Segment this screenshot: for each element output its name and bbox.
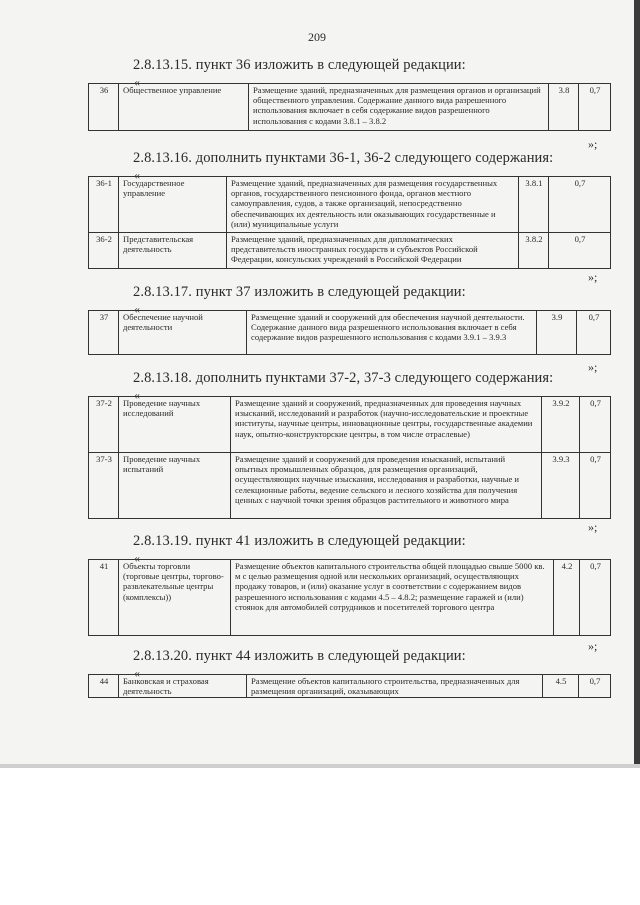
- open-quote: «: [134, 302, 140, 316]
- section-heading: 2.8.13.16. дополнить пунктами 36-1, 36-2 следующего содержания:: [133, 150, 554, 166]
- row-number: 37-3: [89, 453, 119, 519]
- row-name: Обеспечение научной деятельности: [119, 311, 247, 355]
- row-code: 3.9: [537, 311, 577, 355]
- row-coefficient: 0,7: [580, 453, 611, 519]
- close-quote: »;: [588, 360, 598, 374]
- row-code: 3.9.2: [542, 397, 580, 453]
- close-quote: »;: [588, 639, 598, 653]
- row-description: Размещение зданий и сооружений для проведения изысканий, испытаний опытных промышленных образцов, для размещения организаций, осуществляющих научные изыскания, исследования и разработки, научные и селекционные работы, ведение сельского и лесного хозяйства для получения ценных с научной точки зрения образцов растительного и животного мира: [231, 453, 542, 519]
- section-heading: 2.8.13.15. пункт 36 изложить в следующей редакции:: [133, 57, 466, 73]
- row-coefficient: 0,7: [579, 675, 611, 698]
- row-name: Государственное управление: [119, 177, 227, 233]
- section-heading: 2.8.13.20. пункт 44 изложить в следующей редакции:: [133, 648, 466, 664]
- row-code: 4.2: [554, 560, 580, 636]
- row-description: Размещение зданий, предназначенных для дипломатических представительств иностранных государств и субъектов Российской Федерации, консульских учреждений в Российской Федерации: [227, 233, 519, 269]
- section-heading: 2.8.13.18. дополнить пунктами 37-2, 37-3 следующего содержания:: [133, 370, 554, 386]
- table-row: [89, 675, 611, 698]
- row-number: 37-2: [89, 397, 119, 453]
- amendment-table: [88, 310, 611, 355]
- amendment-table: [88, 396, 611, 519]
- row-name: Объекты торговли (торговые центры, торгово-развлекательные центры (комплексы)): [119, 560, 231, 636]
- open-quote: «: [134, 666, 140, 680]
- row-coefficient: 0,7: [577, 311, 611, 355]
- close-quote: »;: [588, 270, 598, 284]
- row-code: 3.8.2: [519, 233, 549, 269]
- table-row: [89, 453, 611, 519]
- table-row: [89, 311, 611, 355]
- row-name: Общественное управление: [119, 84, 249, 131]
- row-number: 36-1: [89, 177, 119, 233]
- row-description: Размещение зданий, предназначенных для размещения органов и организаций общественного управления. Содержание данного вида разрешенного использования включает в себя содержание видов разрешенного использования с кодами 3.8.1 – 3.8.2: [249, 84, 549, 131]
- close-quote: »;: [588, 137, 598, 151]
- row-name: Проведение научных исследований: [119, 397, 231, 453]
- table-row: [89, 177, 611, 233]
- row-description: Размещение объектов капитального строительства общей площадью свыше 5000 кв. м с целью размещения одной или нескольких организаций, осуществляющих продажу товаров, и (или) оказание услуг в соответствии с содержанием видов разрешенного использования с кодами 4.5 – 4.8.2; размещение гаражей и (или) стоянок для автомобилей сотрудников и посетителей торгового центра: [231, 560, 554, 636]
- open-quote: «: [134, 75, 140, 89]
- close-quote: »;: [588, 520, 598, 534]
- row-coefficient: 0,7: [580, 397, 611, 453]
- page-number: 209: [308, 30, 326, 44]
- amendment-table: [88, 559, 611, 636]
- scan-edge: [0, 764, 640, 768]
- open-quote: «: [134, 168, 140, 182]
- row-description: Размещение зданий и сооружений для обеспечения научной деятельности. Содержание данного вида разрешенного использования включает в себя содержание видов разрешенного использования с кодами 3.9.1 – 3.9.3: [247, 311, 537, 355]
- row-description: Размещение объектов капитального строительства, предназначенных для размещения организаций, оказывающих: [247, 675, 543, 698]
- section-heading: 2.8.13.17. пункт 37 изложить в следующей редакции:: [133, 284, 466, 300]
- table-row: [89, 560, 611, 636]
- amendment-table: [88, 674, 611, 698]
- row-description: Размещение зданий, предназначенных для размещения государственных органов, государственного пенсионного фонда, органов местного самоуправления, судов, а также организаций, непосредственно обеспечивающих их деятельность или оказывающих государственные и (или) муниципальные услуги: [227, 177, 519, 233]
- row-name: Проведение научных испытаний: [119, 453, 231, 519]
- table-row: [89, 84, 611, 131]
- amendment-table: [88, 176, 611, 269]
- amendment-table: [88, 83, 611, 131]
- row-code: 3.8.1: [519, 177, 549, 233]
- row-coefficient: 0,7: [580, 560, 611, 636]
- row-name: Банковская и страховая деятельность: [119, 675, 247, 698]
- row-number: 37: [89, 311, 119, 355]
- row-code: 3.8: [549, 84, 579, 131]
- row-number: 44: [89, 675, 119, 698]
- table-row: [89, 397, 611, 453]
- row-coefficient: 0,7: [579, 84, 611, 131]
- row-number: 41: [89, 560, 119, 636]
- open-quote: «: [134, 551, 140, 565]
- row-number: 36: [89, 84, 119, 131]
- row-coefficient: 0,7: [549, 233, 611, 269]
- row-description: Размещение зданий и сооружений, предназначенных для проведения научных изысканий, исследований и разработок (научно-исследовательские и проектные институты, научные центры, инновационные центры, государственные академии наук, опытно-конструкторские центры, в том числе отраслевые): [231, 397, 542, 453]
- table-row: [89, 233, 611, 269]
- row-code: 3.9.3: [542, 453, 580, 519]
- section-heading: 2.8.13.19. пункт 41 изложить в следующей редакции:: [133, 533, 466, 549]
- open-quote: «: [134, 388, 140, 402]
- row-code: 4.5: [543, 675, 579, 698]
- row-coefficient: 0,7: [549, 177, 611, 233]
- row-number: 36-2: [89, 233, 119, 269]
- row-name: Представительская деятельность: [119, 233, 227, 269]
